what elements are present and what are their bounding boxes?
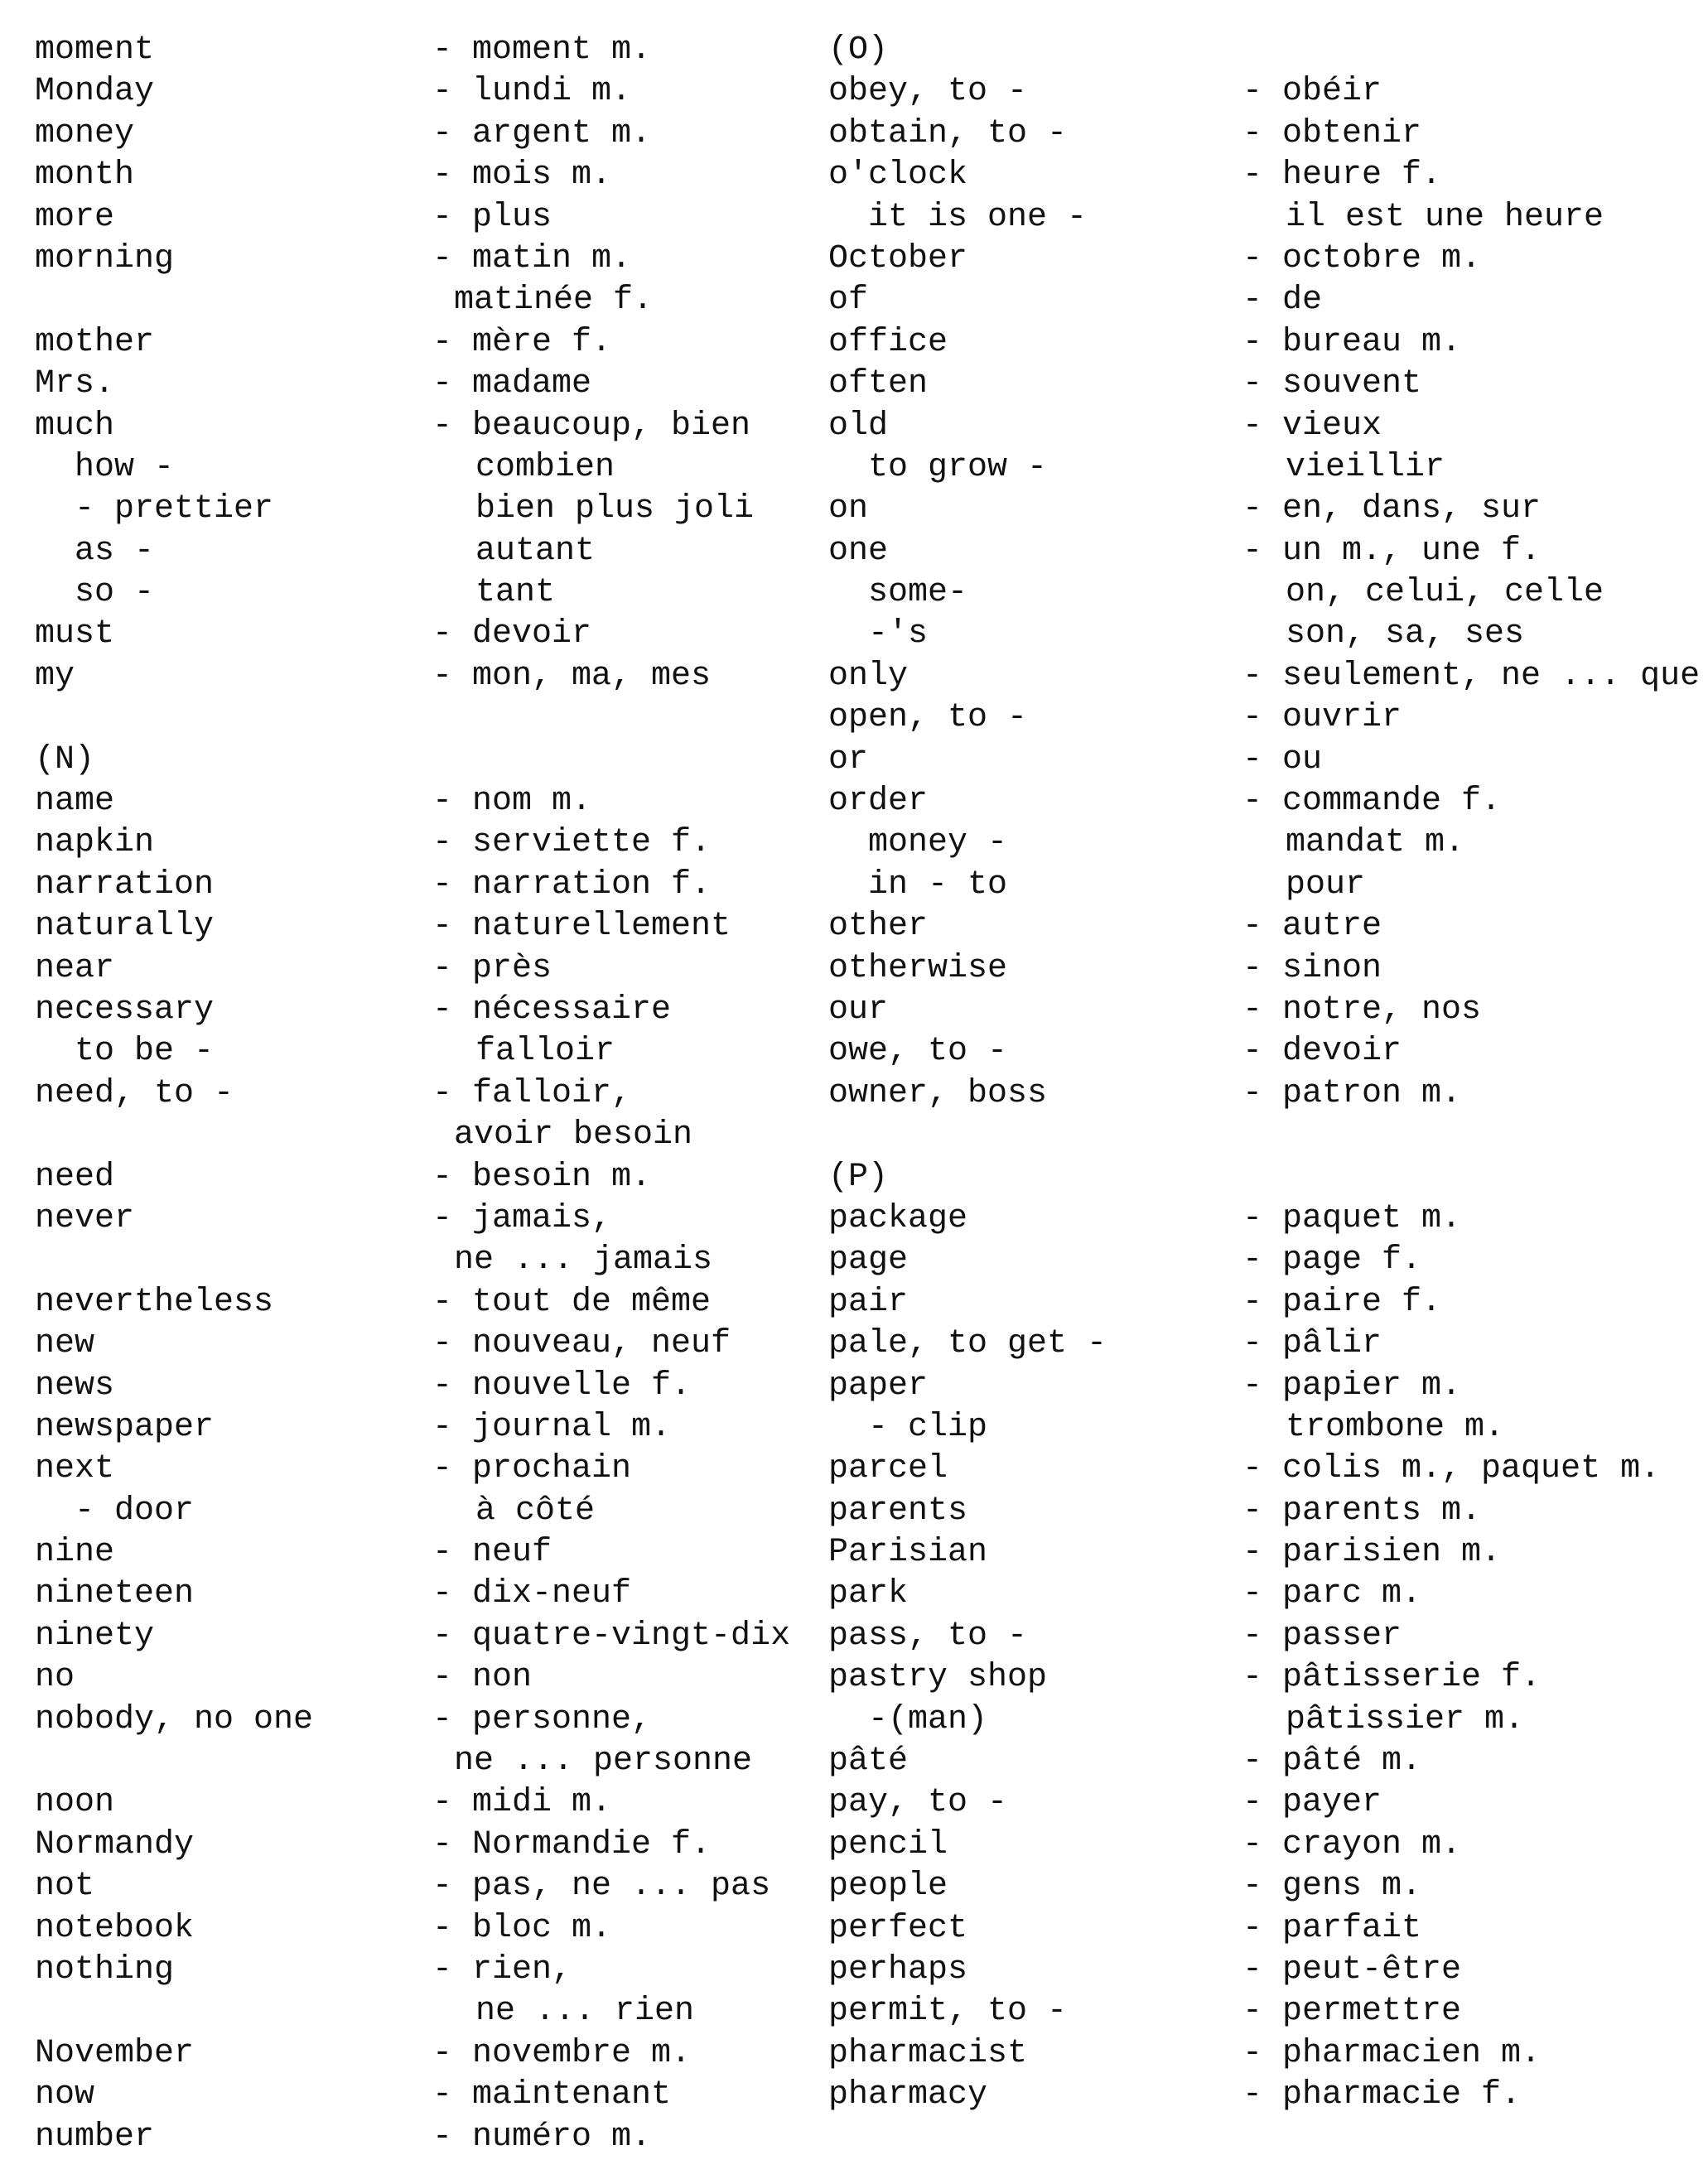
french-translation: - pâtisserie f. (1242, 1659, 1542, 1697)
french-translation: à côté (475, 1492, 596, 1530)
french-translation: ne ... personne (454, 1743, 753, 1781)
french-translation: - maintenant (432, 2076, 672, 2114)
english-term: November (35, 2034, 195, 2072)
vocab-row (35, 489, 830, 530)
vocab-row (828, 572, 1690, 614)
french-translation: vieillir (1286, 448, 1445, 486)
english-term: noon (35, 1784, 115, 1822)
french-translation: - madame (432, 365, 592, 403)
vocab-row (35, 406, 830, 447)
french-translation: - midi m. (432, 1784, 612, 1822)
french-translation: - crayon m. (1242, 1825, 1462, 1863)
french-translation: ne ... jamais (454, 1241, 713, 1280)
english-term: parents (828, 1492, 968, 1530)
french-translation: - lundi m. (432, 73, 632, 111)
vocab-row (35, 1782, 830, 1824)
vocab-row (828, 1115, 1690, 1156)
english-term: Parisian (828, 1534, 988, 1572)
english-term: Mrs. (35, 365, 115, 403)
french-translation: - pharmacien m. (1242, 2034, 1542, 2072)
english-term: narration (35, 865, 215, 904)
english-term: owner, boss (828, 1074, 1048, 1112)
vocab-row (828, 1991, 1690, 2032)
vocab-row (35, 1115, 830, 1156)
vocab-row (828, 740, 1690, 781)
vocab-row (35, 2033, 830, 2075)
vocab-row (35, 1699, 830, 1741)
french-translation: - permettre (1242, 1993, 1462, 2031)
vocab-row (35, 1616, 830, 1657)
french-translation: - vieux (1242, 407, 1382, 445)
vocab-row (828, 71, 1690, 113)
french-translation: - falloir, (432, 1074, 632, 1112)
vocab-row (828, 1657, 1690, 1699)
vocab-row (828, 155, 1690, 196)
english-term: on (828, 490, 869, 528)
english-term: (P) (828, 1158, 889, 1196)
english-term: October (828, 239, 968, 277)
french-translation: - notre, nos (1242, 991, 1482, 1029)
french-translation: - nécessaire (432, 991, 672, 1029)
vocab-row (828, 1198, 1690, 1240)
french-translation: - paire f. (1242, 1283, 1442, 1321)
vocab-row (828, 531, 1690, 572)
french-translation: - pâlir (1242, 1325, 1382, 1363)
vocab-row (828, 1407, 1690, 1449)
vocab-row (35, 197, 830, 239)
vocab-row (828, 2033, 1690, 2075)
vocab-row (35, 1574, 830, 1615)
english-term: our (828, 991, 889, 1029)
english-term: of (828, 282, 869, 320)
vocab-row (35, 1908, 830, 1950)
english-term: -'s (868, 615, 929, 653)
french-translation: - bloc m. (432, 1909, 612, 1947)
vocab-row (35, 531, 830, 572)
left-column (35, 30, 830, 2158)
english-term: some- (868, 574, 968, 612)
english-term: office (828, 323, 948, 361)
french-translation: - nom m. (432, 783, 592, 821)
vocab-row (828, 489, 1690, 530)
english-term: - clip (868, 1408, 988, 1446)
french-translation: on, celui, celle (1286, 574, 1604, 612)
french-translation: - devoir (432, 615, 592, 653)
french-translation: - heure f. (1242, 157, 1442, 195)
french-translation: - autre (1242, 908, 1382, 946)
french-translation: - payer (1242, 1784, 1382, 1822)
french-translation: - narration f. (432, 865, 712, 904)
english-term: need, to - (35, 1074, 234, 1112)
french-translation: mandat m. (1286, 824, 1465, 862)
vocab-row (828, 1532, 1690, 1574)
vocab-row (35, 1366, 830, 1407)
english-term: park (828, 1575, 909, 1613)
french-translation: pour (1286, 865, 1366, 904)
vocab-row (828, 948, 1690, 990)
english-term: so - (75, 574, 155, 612)
french-translation: bien plus joli (475, 490, 755, 528)
vocab-row (828, 239, 1690, 280)
french-translation: - moment m. (432, 31, 652, 69)
english-term: owe, to - (828, 1033, 1008, 1071)
vocab-row (35, 1825, 830, 1866)
english-term: pharmacy (828, 2076, 988, 2114)
english-term: more (35, 198, 115, 236)
french-translation: - devoir (1242, 1033, 1402, 1071)
english-term: it is one - (868, 198, 1088, 236)
french-translation: pâtissier m. (1286, 1700, 1525, 1738)
french-translation: il est une heure (1286, 198, 1604, 236)
vocab-row (828, 1908, 1690, 1950)
french-translation: autant (475, 532, 596, 570)
vocab-row (828, 1157, 1690, 1198)
vocab-row (35, 155, 830, 196)
english-term: old (828, 407, 889, 445)
french-translation: - serviette f. (432, 824, 712, 862)
english-term: no (35, 1659, 75, 1697)
vocab-row (35, 781, 830, 822)
vocab-row (828, 1699, 1690, 1741)
vocab-row (35, 1449, 830, 1490)
english-term: name (35, 783, 115, 821)
english-term: in - to (868, 865, 1008, 904)
french-translation: - non (432, 1659, 533, 1697)
vocab-row (35, 1073, 830, 1115)
french-translation: ne ... rien (475, 1993, 695, 2031)
french-translation: - peut-être (1242, 1950, 1462, 1989)
english-term: open, to - (828, 699, 1028, 737)
vocab-row (35, 322, 830, 364)
english-term: money - (868, 824, 1008, 862)
french-translation: - neuf (432, 1534, 552, 1572)
english-term: package (828, 1199, 968, 1237)
french-translation: - personne, (432, 1700, 652, 1738)
english-term: pharmacist (828, 2034, 1028, 2072)
vocab-row (35, 1866, 830, 1907)
french-translation: - page f. (1242, 1241, 1422, 1280)
vocab-row (35, 364, 830, 405)
vocab-row (828, 822, 1690, 864)
english-term: napkin (35, 824, 155, 862)
english-term: obtain, to - (828, 114, 1068, 152)
vocab-row (35, 1323, 830, 1365)
english-term: pastry shop (828, 1659, 1048, 1697)
english-term: next (35, 1450, 115, 1488)
french-translation: - commande f. (1242, 783, 1502, 821)
english-term: ninety (35, 1617, 155, 1655)
english-term: one (828, 532, 889, 570)
english-term: not (35, 1868, 95, 1906)
english-term: - prettier (75, 490, 274, 528)
vocab-row (828, 30, 1690, 71)
vocab-row (828, 1073, 1690, 1115)
french-translation: - patron m. (1242, 1074, 1462, 1112)
english-term: my (35, 657, 75, 695)
vocab-row (35, 822, 830, 864)
vocab-row (35, 1657, 830, 1699)
french-translation: - pas, ne ... pas (432, 1868, 771, 1906)
french-translation: - sinon (1242, 949, 1382, 987)
french-translation: - plus (432, 198, 552, 236)
english-term: (O) (828, 31, 889, 69)
french-translation: - ou (1242, 740, 1323, 779)
french-translation: - parents m. (1242, 1492, 1482, 1530)
vocab-row (35, 1532, 830, 1574)
english-term: obey, to - (828, 73, 1028, 111)
french-translation: - bureau m. (1242, 323, 1462, 361)
french-translation: - mois m. (432, 157, 612, 195)
french-translation: combien (475, 448, 615, 486)
vocab-row (35, 1991, 830, 2032)
english-term: near (35, 949, 115, 987)
vocab-row (828, 906, 1690, 947)
vocab-row (828, 1282, 1690, 1323)
vocab-row (35, 1407, 830, 1449)
english-term: newspaper (35, 1408, 215, 1446)
vocab-row (35, 447, 830, 489)
vocab-row (35, 239, 830, 280)
english-term: pale, to get - (828, 1325, 1107, 1363)
english-term: page (828, 1241, 909, 1280)
vocab-row (35, 865, 830, 906)
vocab-row (828, 1240, 1690, 1281)
vocab-row (828, 447, 1690, 489)
french-translation: - nouveau, neuf (432, 1325, 731, 1363)
english-term: notebook (35, 1909, 195, 1947)
vocab-row (828, 322, 1690, 364)
french-translation: trombone m. (1286, 1408, 1505, 1446)
french-translation: - de (1242, 282, 1323, 320)
vocab-row (35, 656, 830, 697)
english-term: news (35, 1367, 115, 1405)
french-translation: - parc m. (1242, 1575, 1422, 1613)
french-translation: avoir besoin (454, 1116, 693, 1155)
english-term: other (828, 908, 929, 946)
french-translation: - rien, (432, 1950, 572, 1989)
french-translation: - quatre-vingt-dix (432, 1617, 791, 1655)
english-term: -(man) (868, 1700, 988, 1738)
french-translation: - prochain (432, 1450, 632, 1488)
vocab-row (35, 948, 830, 990)
french-translation: - tout de même (432, 1283, 712, 1321)
french-translation: - un m., une f. (1242, 532, 1542, 570)
vocab-row (828, 2075, 1690, 2116)
english-term: never (35, 1199, 135, 1237)
french-translation: - journal m. (432, 1408, 672, 1446)
french-translation: - gens m. (1242, 1868, 1422, 1906)
french-translation: - matin m. (432, 239, 632, 277)
vocab-row (35, 1282, 830, 1323)
vocab-row (828, 781, 1690, 822)
vocab-row (35, 113, 830, 155)
vocab-row (35, 1157, 830, 1198)
vocab-row (35, 572, 830, 614)
english-term: nothing (35, 1950, 175, 1989)
vocab-row (828, 697, 1690, 739)
french-translation: - ouvrir (1242, 699, 1402, 737)
vocab-row (35, 30, 830, 71)
english-term: (N) (35, 740, 95, 779)
english-term: nineteen (35, 1575, 195, 1613)
english-term: pay, to - (828, 1784, 1008, 1822)
english-term: to be - (75, 1033, 215, 1071)
english-term: often (828, 365, 929, 403)
english-term: mother (35, 323, 155, 361)
french-translation: matinée f. (454, 282, 654, 320)
english-term: moment (35, 31, 155, 69)
vocab-row (35, 740, 830, 781)
vocab-row (828, 406, 1690, 447)
french-translation: - obtenir (1242, 114, 1422, 152)
english-term: much (35, 407, 115, 445)
french-translation: - seulement, ne ... que (1242, 657, 1701, 695)
vocab-row (35, 906, 830, 947)
english-term: nobody, no one (35, 1700, 314, 1738)
english-term: otherwise (828, 949, 1008, 987)
english-term: o'clock (828, 157, 968, 195)
french-translation: - argent m. (432, 114, 652, 152)
english-term: nevertheless (35, 1283, 274, 1321)
english-term: money (35, 114, 135, 152)
vocab-row (35, 614, 830, 655)
vocab-row (35, 1950, 830, 1991)
french-translation: - parfait (1242, 1909, 1422, 1947)
vocab-row (828, 1031, 1690, 1073)
french-translation: - souvent (1242, 365, 1422, 403)
french-translation: - papier m. (1242, 1367, 1462, 1405)
french-translation: - pâté m. (1242, 1743, 1422, 1781)
english-term: or (828, 740, 869, 779)
english-term: month (35, 157, 135, 195)
french-translation: son, sa, ses (1286, 615, 1525, 653)
english-term: how - (75, 448, 175, 486)
french-translation: - mon, ma, mes (432, 657, 712, 695)
vocab-row (828, 1825, 1690, 1866)
english-term: parcel (828, 1450, 948, 1488)
french-translation: - pharmacie f. (1242, 2076, 1522, 2114)
vocab-row (828, 614, 1690, 655)
english-term: pair (828, 1283, 909, 1321)
french-translation: - Normandie f. (432, 1825, 712, 1863)
french-translation: - en, dans, sur (1242, 490, 1542, 528)
french-translation: - près (432, 949, 552, 987)
vocab-row (828, 1950, 1690, 1991)
right-column (828, 30, 1701, 2117)
vocab-row (828, 1323, 1690, 1365)
french-translation: - besoin m. (432, 1158, 652, 1196)
french-translation: tant (475, 574, 556, 612)
english-term: - door (75, 1492, 195, 1530)
french-translation: - parisien m. (1242, 1534, 1502, 1572)
vocab-row (35, 1491, 830, 1532)
french-translation: - numéro m. (432, 2118, 652, 2156)
french-translation: - dix-neuf (432, 1575, 632, 1613)
vocab-row (35, 697, 830, 739)
english-term: need (35, 1158, 115, 1196)
french-translation: - jamais, (432, 1199, 612, 1237)
english-term: to grow - (868, 448, 1048, 486)
vocab-row (828, 197, 1690, 239)
vocab-row (828, 1366, 1690, 1407)
english-term: Monday (35, 73, 155, 111)
english-term: nine (35, 1534, 115, 1572)
english-term: necessary (35, 991, 215, 1029)
vocab-row (828, 1866, 1690, 1907)
english-term: naturally (35, 908, 215, 946)
french-translation: - naturellement (432, 908, 731, 946)
english-term: paper (828, 1367, 929, 1405)
english-term: morning (35, 239, 175, 277)
vocab-row (828, 656, 1701, 697)
vocab-row (35, 990, 830, 1031)
french-translation: - nouvelle f. (432, 1367, 692, 1405)
vocab-row (828, 113, 1690, 155)
french-translation: - paquet m. (1242, 1199, 1462, 1237)
french-translation: - novembre m. (432, 2034, 692, 2072)
vocab-row (35, 2117, 830, 2158)
french-translation: - octobre m. (1242, 239, 1482, 277)
english-term: now (35, 2076, 95, 2114)
english-term: new (35, 1325, 95, 1363)
english-term: must (35, 615, 115, 653)
french-translation: - mère f. (432, 323, 612, 361)
vocab-row (828, 1449, 1690, 1490)
vocab-row (35, 280, 830, 321)
english-term: pâté (828, 1743, 909, 1781)
english-term: order (828, 783, 929, 821)
english-term: as - (75, 532, 155, 570)
vocab-row (828, 1616, 1690, 1657)
french-translation: - beaucoup, bien (432, 407, 751, 445)
english-term: pass, to - (828, 1617, 1028, 1655)
vocab-row (35, 1240, 830, 1281)
vocab-row (35, 2075, 830, 2116)
vocab-row (828, 1574, 1690, 1615)
english-term: perhaps (828, 1950, 968, 1989)
english-term: number (35, 2118, 155, 2156)
french-translation: falloir (475, 1033, 615, 1071)
english-term: pencil (828, 1825, 948, 1863)
vocab-row (35, 1031, 830, 1073)
vocab-row (35, 1198, 830, 1240)
english-term: Normandy (35, 1825, 195, 1863)
english-term: people (828, 1868, 948, 1906)
vocab-row (35, 71, 830, 113)
vocab-row (828, 364, 1690, 405)
vocab-row (828, 1491, 1690, 1532)
french-translation: - passer (1242, 1617, 1402, 1655)
vocab-row (35, 1741, 830, 1782)
french-translation: - obéir (1242, 73, 1382, 111)
english-term: perfect (828, 1909, 968, 1947)
english-term: permit, to - (828, 1993, 1068, 2031)
vocab-row (828, 1741, 1690, 1782)
vocab-row (828, 865, 1690, 906)
vocab-row (828, 280, 1690, 321)
vocab-row (828, 990, 1690, 1031)
french-translation: - colis m., paquet m. (1242, 1450, 1661, 1488)
vocab-row (828, 1782, 1690, 1824)
english-term: only (828, 657, 909, 695)
